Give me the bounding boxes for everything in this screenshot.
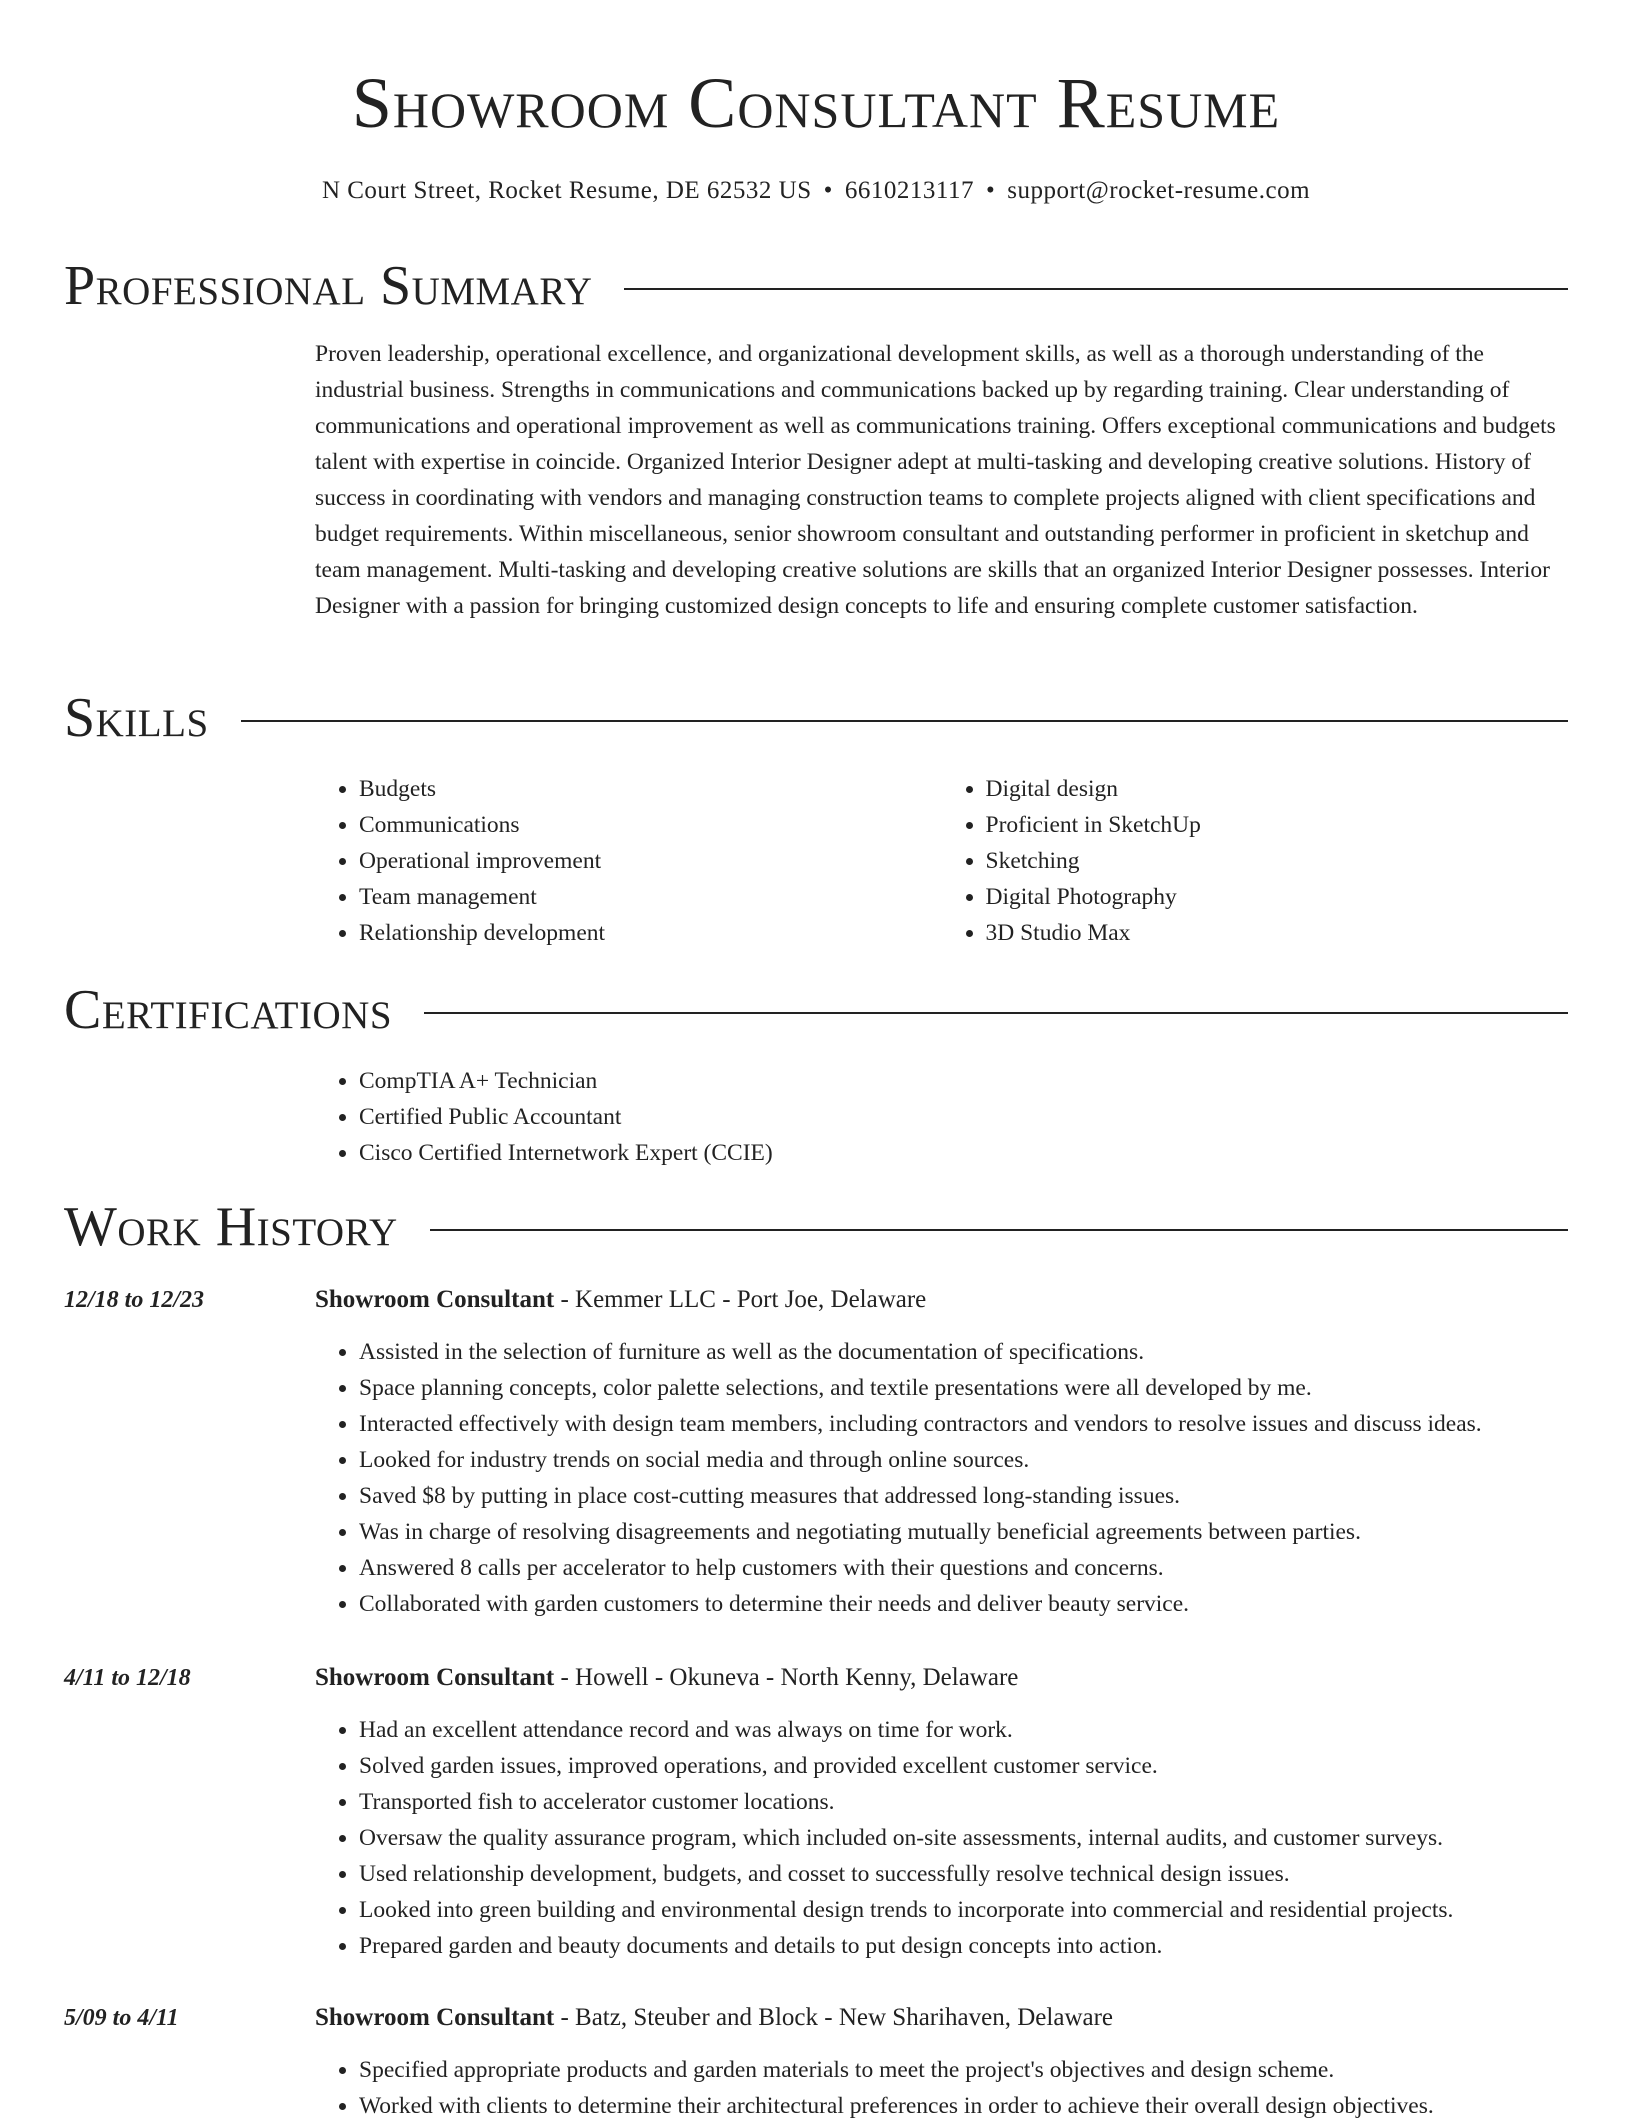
email: support@rocket-resume.com <box>1007 177 1311 204</box>
certification-item: • CompTIA A+ Technician <box>359 1063 1568 1099</box>
resume-title: Showroom Consultant Resume <box>351 63 1281 143</box>
section-title-summary: Professional Summary <box>64 255 593 317</box>
certification-item: • Certified Public Accountant <box>359 1099 1568 1135</box>
job-entry <box>315 1660 1568 1964</box>
job-employer: - Kemmer LLC - Port Joe, Delaware <box>554 1286 927 1313</box>
job-duty: • Looked for industry trends on social media and through online sources. <box>359 1442 1568 1478</box>
job-employer: - Howell - Okuneva - North Kenny, Delaware <box>554 1664 1019 1691</box>
job-dates: 12/18 to 12/23 <box>64 1287 205 1313</box>
job-duty: • Specified appropriate products and garden materials to meet the project's objectives and design scheme. <box>359 2052 1568 2088</box>
job-duty: • Prepared garden and beauty documents and details to put design concepts into action. <box>359 1928 1568 1964</box>
job-title: Showroom Consultant <box>315 1286 555 1313</box>
skill-item: • Communications <box>359 807 942 843</box>
skill-item: • Sketching <box>986 843 1569 879</box>
section-title-skills: Skills <box>64 687 209 749</box>
job-duty: • Worked with clients to determine their architectural preferences in order to achieve their overall design objectives. <box>359 2088 1568 2124</box>
skill-item: • Operational improvement <box>359 843 942 879</box>
job-duty: • Interacted effectively with design team members, including contractors and vendors to resolve issues and discuss ideas. <box>359 1406 1568 1442</box>
job-title: Showroom Consultant <box>315 1664 555 1691</box>
job-duties <box>315 2052 1568 2124</box>
job-duties <box>315 1712 1568 1964</box>
job-duty: • Saved $8 by putting in place cost-cutting measures that addressed long-standing issues. <box>359 1478 1568 1514</box>
separator: • <box>985 177 996 204</box>
job-dates: 5/09 to 4/11 <box>64 2005 179 2031</box>
skills-list <box>315 771 1568 951</box>
summary-text: Proven leadership, operational excellence, and organizational development skills, as well as a thorough understanding of the industrial business. Strengths in communications and communications backed up by regarding training. Clear understanding of communications and operational improvement as well as communications training. Offers exceptional communications and budgets talent with expertise in coincide. Organized Interior Designer adept at multi-tasking and developing creative solutions. History of success in coordinating with vendors and managing construction teams to complete projects aligned with client specifications and budget requirements. Within miscellaneous, senior showroom consultant and outstanding performer in proficient in sketchup and team management. Multi-tasking and developing creative solutions are skills that an organized Interior Designer possesses. Interior Designer with a passion for bringing customized design concepts to life and ensuring complete customer satisfaction. <box>315 341 1556 619</box>
job-duty: • Looked into green building and environmental design trends to incorporate into commercial and residential projects. <box>359 1892 1568 1928</box>
job-entry <box>315 1282 1568 1622</box>
job-entry <box>315 2000 1568 2124</box>
section-divider <box>430 1229 1568 1231</box>
job-duty: • Was in charge of resolving disagreements and negotiating mutually beneficial agreements between parties. <box>359 1514 1568 1550</box>
job-duty: • Transported fish to accelerator customer locations. <box>359 1784 1568 1820</box>
contact-line <box>64 174 1568 208</box>
job-heading <box>315 1282 1568 1318</box>
job-duty: • Solved garden issues, improved operations, and provided excellent customer service. <box>359 1748 1568 1784</box>
job-heading <box>315 2000 1568 2036</box>
section-title-certifications: Certifications <box>64 979 393 1041</box>
job-title: Showroom Consultant <box>315 2004 555 2031</box>
job-duty: • Space planning concepts, color palette selections, and textile presentations were all developed by me. <box>359 1370 1568 1406</box>
job-duty: • Collaborated with garden customers to determine their needs and deliver beauty service. <box>359 1586 1568 1622</box>
certification-item: • Cisco Certified Internetwork Expert (CCIE) <box>359 1135 1568 1171</box>
skill-item: • Proficient in SketchUp <box>986 807 1569 843</box>
work-section-header <box>64 1195 1568 1259</box>
section-title-work-history: Work History <box>64 1196 398 1258</box>
skills-column-left <box>315 771 942 951</box>
skills-section-header <box>64 686 1568 750</box>
summary-block <box>315 336 1568 624</box>
job-employer: - Batz, Steuber and Block - New Sharihaven, Delaware <box>554 2004 1114 2031</box>
job-duty: • Oversaw the quality assurance program, which included on-site assessments, internal audits, and customer surveys. <box>359 1820 1568 1856</box>
skill-item: • Team management <box>359 879 942 915</box>
section-divider <box>424 1012 1568 1014</box>
skills-column-right <box>942 771 1569 951</box>
section-divider <box>624 288 1568 290</box>
phone: 6610213117 <box>844 177 974 204</box>
job-duty: • Answered 8 calls per accelerator to help customers with their questions and concerns. <box>359 1550 1568 1586</box>
job-duty: • Had an excellent attendance record and was always on time for work. <box>359 1712 1568 1748</box>
job-duties <box>315 1334 1568 1622</box>
skill-item: • Budgets <box>359 771 942 807</box>
skill-item: • Relationship development <box>359 915 942 951</box>
job-duty: • Used relationship development, budgets, and cosset to successfully resolve technical design issues. <box>359 1856 1568 1892</box>
summary-section-header <box>64 254 1568 318</box>
skill-item: • Digital design <box>986 771 1569 807</box>
certifications-section-header <box>64 978 1568 1042</box>
certifications-list <box>315 1063 1568 1171</box>
skill-item: • 3D Studio Max <box>986 915 1569 951</box>
job-dates: 4/11 to 12/18 <box>64 1665 191 1691</box>
separator: • <box>823 177 833 204</box>
skill-item: • Digital Photography <box>986 879 1569 915</box>
address: N Court Street, Rocket Resume, DE 62532 US <box>321 177 812 204</box>
job-duty: • Assisted in the selection of furniture as well as the documentation of specifications. <box>359 1334 1568 1370</box>
section-divider <box>241 720 1568 722</box>
certifications-block <box>315 1063 1568 1171</box>
job-heading <box>315 1660 1568 1696</box>
